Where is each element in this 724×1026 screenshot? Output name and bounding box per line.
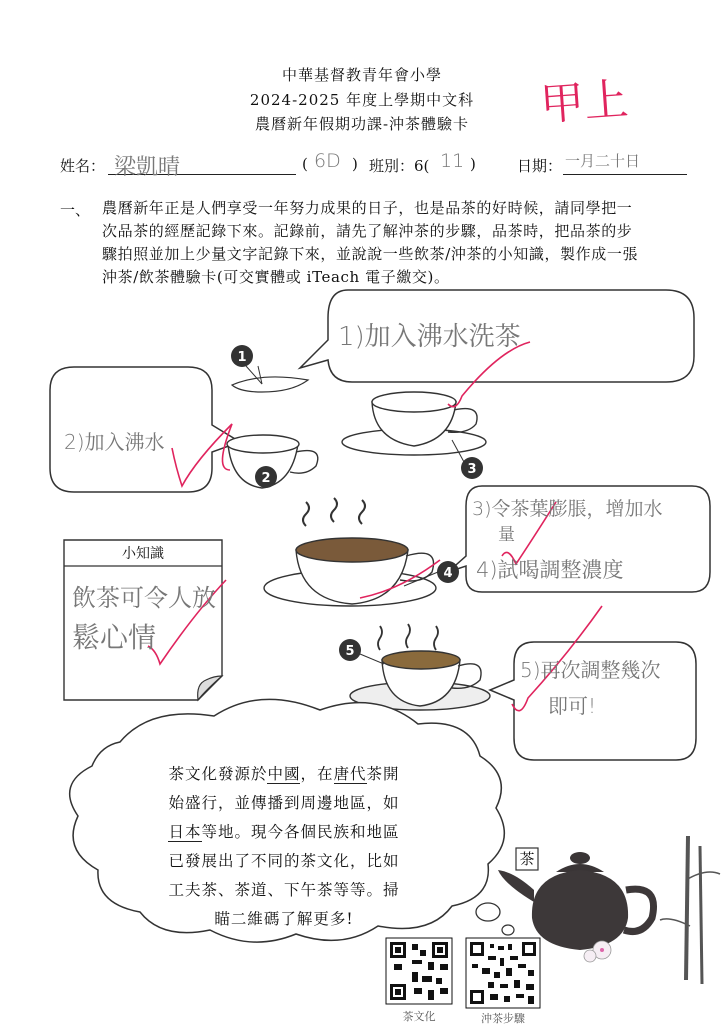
underlined-term: 日本 <box>168 823 202 841</box>
cloud-line <box>92 760 476 789</box>
cloud-line <box>92 818 476 847</box>
underlined-term: 唐代 <box>333 765 367 783</box>
underlined-term: 中國 <box>267 765 301 783</box>
question-number: 一、 <box>60 201 91 219</box>
name-label: 姓名： <box>60 157 106 175</box>
tip-card-line1: 飲茶可令人放 <box>72 584 216 612</box>
step4-text: 4)試喝調整濃度 <box>476 558 624 582</box>
tip-card-line2: 鬆心情 <box>72 621 157 654</box>
instruction-line: 農曆新年正是人們享受一年努力成果的日子，也是品茶的好時候，請同學把一 <box>102 199 633 217</box>
step-number: 4 <box>443 566 453 581</box>
cloud-span: 工夫茶、茶道、下午茶等等。掃 <box>168 881 400 899</box>
tea-seal-label: 茶 <box>519 850 535 868</box>
name-value: 梁凱晴 <box>114 155 181 180</box>
step3-text-line2: 量 <box>498 525 515 545</box>
class-no-close: ) <box>352 155 358 173</box>
qr-code-culture <box>386 938 452 1004</box>
step-number: 5 <box>345 644 355 659</box>
grade-mark: 甲上 <box>538 73 630 131</box>
steam-icon <box>303 498 365 526</box>
class-value: 11 <box>440 150 465 172</box>
step-number: 3 <box>467 462 477 477</box>
cloud-line <box>92 789 476 818</box>
cloud-span: 茶文化發源於 <box>168 765 268 783</box>
cloud-span: 已發展出了不同的茶文化，比如 <box>168 852 400 870</box>
instruction-line: 沖茶/飲茶體驗卡(可交實體或 iTeach 電子繳交)。 <box>102 268 450 286</box>
cloud-span: 等地。現今各個民族和地區 <box>201 823 400 841</box>
cloud-text <box>92 760 476 934</box>
tip-card-title: 小知識 <box>122 546 164 562</box>
cloud-line <box>92 847 476 876</box>
date-value: 一月二十日 <box>565 152 641 170</box>
cloud-line <box>92 905 476 934</box>
step5-text-line1: 5)再次調整幾次 <box>520 658 661 682</box>
date-label: 日期： <box>517 157 563 175</box>
class-no-open: ( <box>302 155 308 173</box>
class-label: 班別：6( <box>369 157 430 175</box>
instruction-line: 驟拍照並加上少量文字記錄下來，並說說一些飲茶/沖茶的小知識，製作成一張 <box>102 245 639 263</box>
step2-text: 2)加入沸水 <box>64 430 165 454</box>
class-no-value: 6D <box>314 150 341 172</box>
cloud-span: 始盛行，並傳播到周邊地區，如 <box>168 794 400 812</box>
thought-bubble-icon <box>476 903 500 921</box>
instruction-line: 次品茶的經歷記錄下來。記錄前，請先了解沖茶的步驟，品茶時，把品茶的步 <box>102 222 633 240</box>
step1-text: 1)加入沸水洗茶 <box>338 322 521 352</box>
steam-icon <box>378 624 438 650</box>
term-title: 2024-2025 年度上學期中文科 <box>249 91 475 109</box>
page-title: 農曆新年假期功課-沖茶體驗卡 <box>254 115 470 133</box>
school-name: 中華基督教青年會小學 <box>281 66 442 84</box>
class-close: ) <box>470 155 476 173</box>
step5-text-line2: 即可! <box>548 694 597 718</box>
step-number: 1 <box>237 350 247 365</box>
tea-leaves-icon <box>232 377 308 392</box>
cloud-line <box>92 876 476 905</box>
cloud-span: 瞄二維碼了解更多! <box>214 910 354 928</box>
cloud-span: ，在 <box>300 765 334 783</box>
step-number: 2 <box>261 471 271 486</box>
qr-label-culture: 茶文化 <box>402 1010 436 1023</box>
bamboo-icon <box>660 836 720 984</box>
qr-label-steps: 沖茶步驟 <box>481 1012 525 1025</box>
step3-text-line1: 3)令茶葉膨脹，增加水 <box>472 498 663 520</box>
thought-bubble-icon <box>502 925 514 935</box>
qr-code-steps <box>466 938 540 1008</box>
cloud-span: 茶開 <box>366 765 400 783</box>
